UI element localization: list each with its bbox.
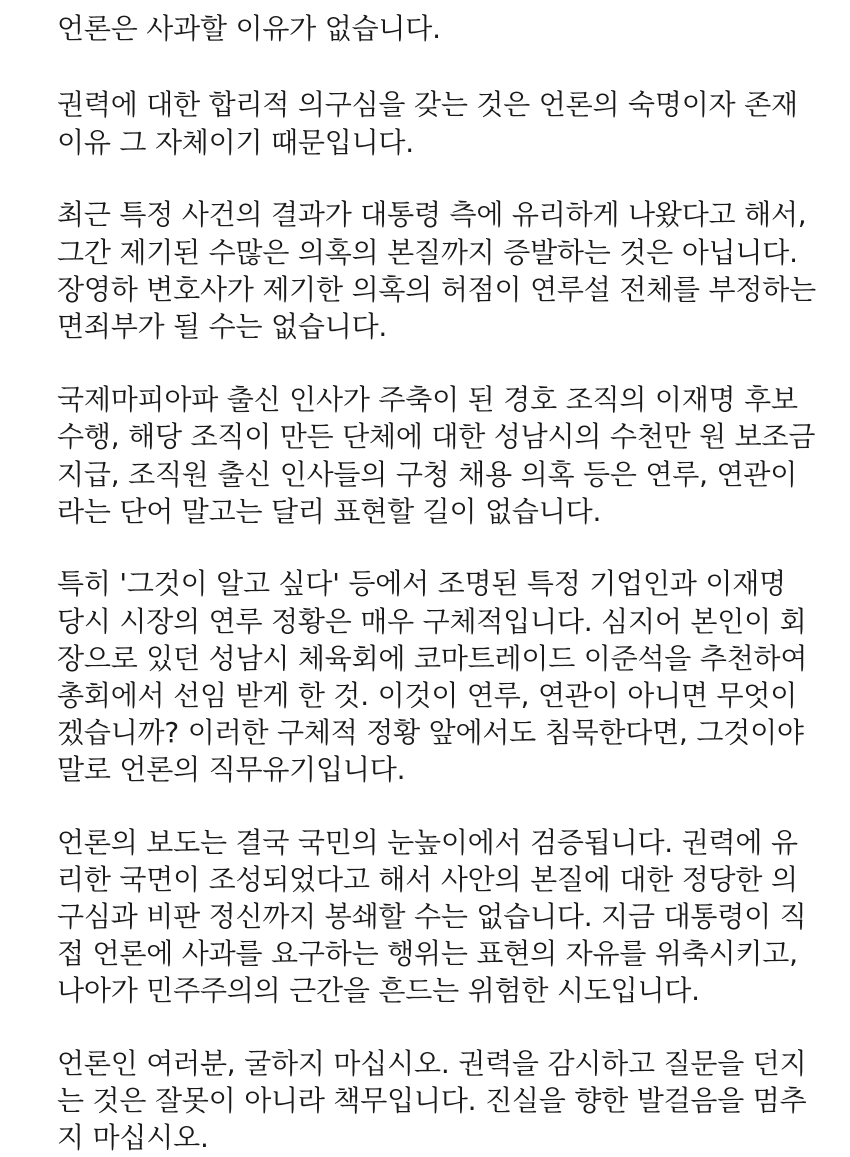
paragraph-5-line-3: 장으로 있던 성남시 체육회에 코마트레이드 이준석을 추천하여 [57,642,808,675]
paragraph-2-line-1: 권력에 대한 합리적 의구심을 갖는 것은 언론의 숙명이자 존재 [57,88,798,121]
paragraph-2-line-2: 이유 그 자체이기 때문입니다. [57,126,414,159]
paragraph-3-line-2: 그간 제기된 수많은 의혹의 본질까지 증발하는 것은 아닙니다. [57,236,798,269]
paragraph-7-line-3: 지 마십시오. [57,1121,209,1154]
paragraph-6-line-1: 언론의 보도는 결국 국민의 눈높이에서 검증됩니다. 권력에 유 [57,826,798,859]
paragraph-4-line-4: 라는 단어 말고는 달리 표현할 길이 없습니다. [57,495,602,528]
paragraph-7-line-1: 언론인 여러분, 굴하지 마십시오. 권력을 감시하고 질문을 던지 [57,1047,807,1080]
paragraph-6-line-3: 구심과 비판 정신까지 봉쇄할 수는 없습니다. 지금 대통령이 직 [57,900,807,933]
paragraph-6-line-5: 나아가 민주주의의 근간을 흔드는 위험한 시도입니다. [57,974,700,1007]
paragraph-5-line-2: 당시 시장의 연루 정황은 매우 구체적입니다. 심지어 본인이 회 [57,605,807,638]
paragraph-4-line-1: 국제마피아파 출신 인사가 주축이 된 경호 조직의 이재명 후보 [57,383,798,416]
paragraph-6-line-4: 접 언론에 사과를 요구하는 행위는 표현의 자유를 위축시키고, [57,937,798,970]
paragraph-4-line-2: 수행, 해당 조직이 만든 단체에 대한 성남시의 수천만 원 보조금 [57,420,816,453]
paragraph-4-line-3: 지급, 조직원 출신 인사들의 구청 채용 의혹 등은 연루, 연관이 [57,458,798,491]
paragraph-6-line-2: 리한 국면이 조성되었다고 해서 사안의 본질에 대한 정당한 의 [57,863,798,896]
paragraph-5-line-6: 말로 언론의 직무유기입니다. [57,753,406,786]
paragraph-5-line-5: 겠습니까? 이러한 구체적 정황 앞에서도 침묵한다면, 그것이야 [57,716,804,749]
paragraph-3-line-1: 최근 특정 사건의 결과가 대통령 측에 유리하게 나왔다고 해서, [57,198,807,231]
paragraph-5-line-1: 특히 '그것이 알고 싶다' 등에서 조명된 특정 기업인과 이재명 [57,567,786,600]
paragraph-5-line-4: 총회에서 선임 받게 한 것. 이것이 연루, 연관이 아니면 무엇이 [57,679,798,712]
paragraph-3-line-4: 면죄부가 될 수는 없습니다. [57,310,388,343]
paragraph-3-line-3: 장영하 변호사가 제기한 의혹의 허점이 연루설 전체를 부정하는 [57,273,816,306]
paragraph-1-line-1: 언론은 사과할 이유가 없습니다. [57,12,441,45]
paragraph-7-line-2: 는 것은 잘못이 아니라 책무입니다. 진실을 향한 발걸음을 멈추 [57,1084,807,1117]
